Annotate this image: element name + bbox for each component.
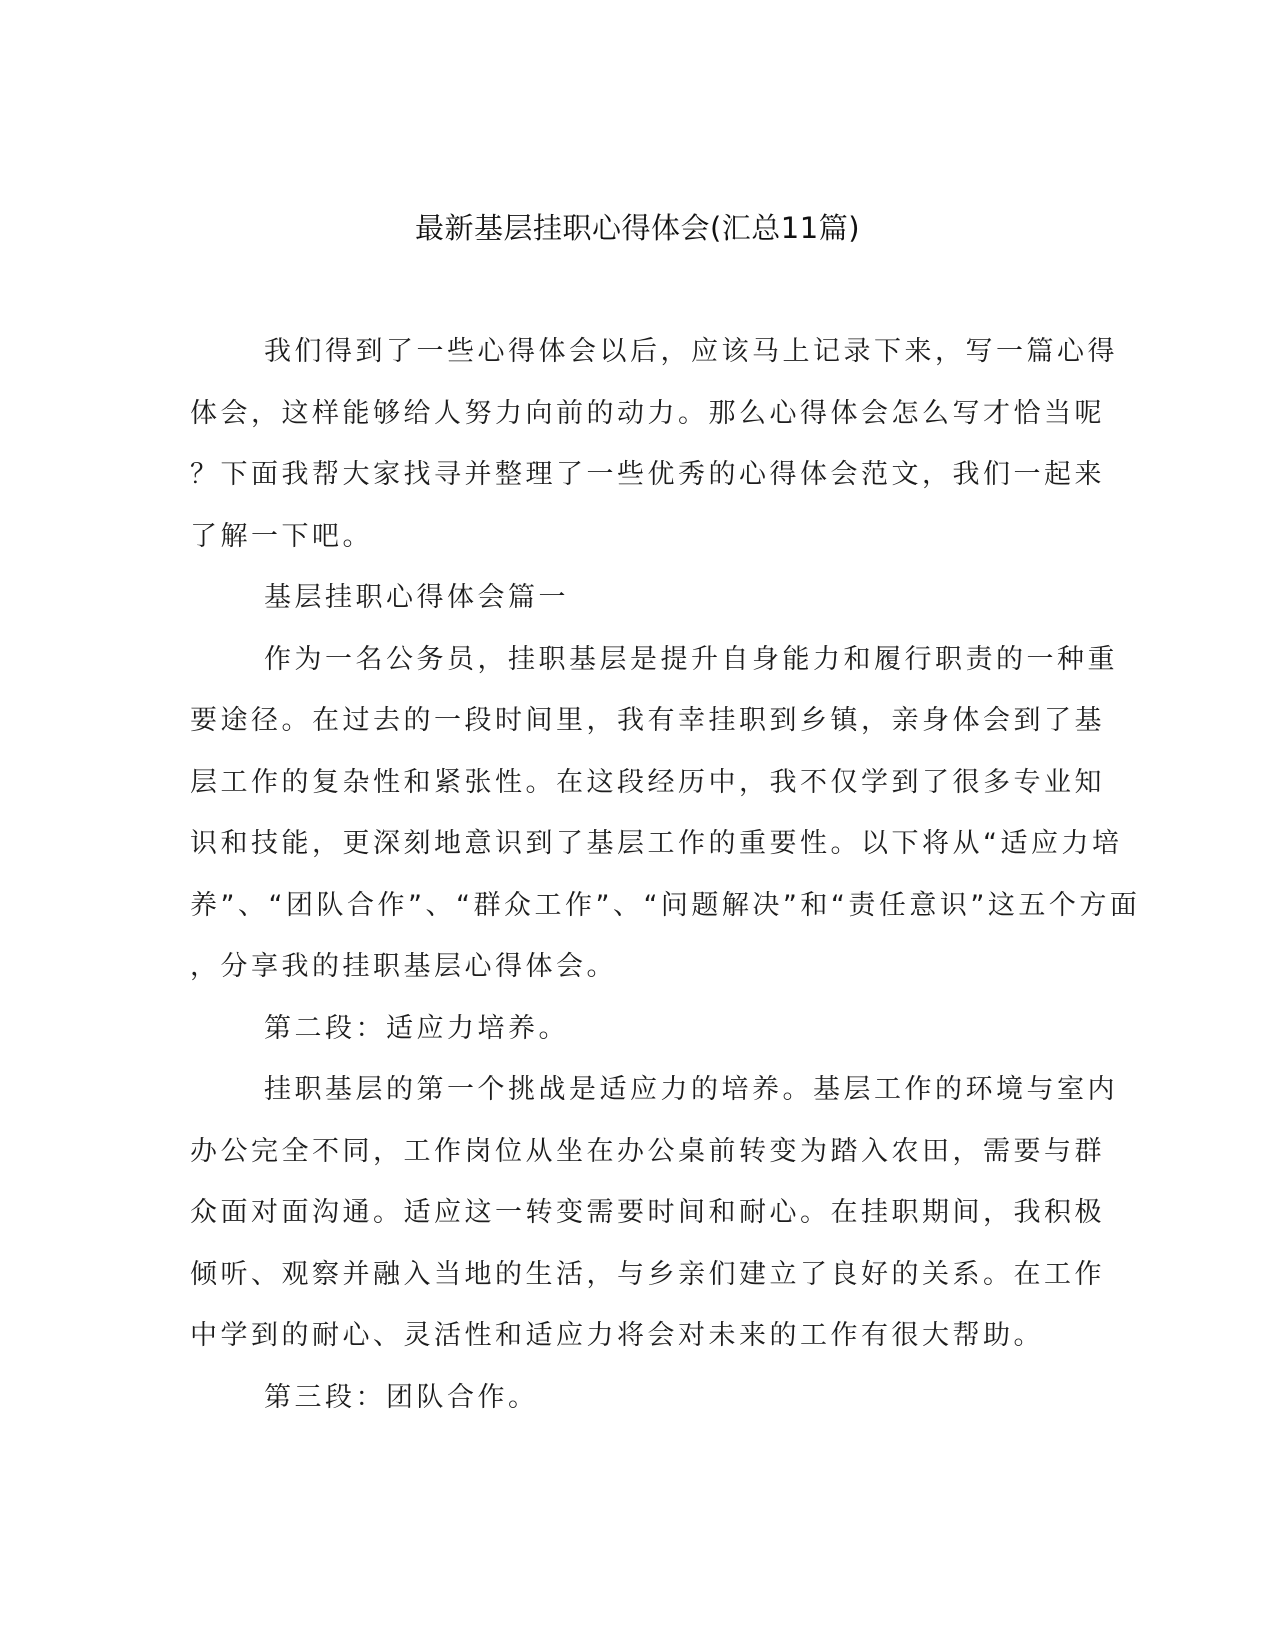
text-line: ，分享我的挂职基层心得体会。 xyxy=(190,951,617,982)
body-paragraph xyxy=(190,629,1141,998)
intro-paragraph xyxy=(190,321,1118,567)
text-line: 第二段：适应力培养。 xyxy=(264,1012,569,1044)
text-line: 了解一下吧。 xyxy=(190,520,373,552)
text-line: 层工作的复杂性和紧张性。在这段经历中，我不仅学到了很多专业知 xyxy=(190,766,1105,798)
text-line: 第三段：团队合作。 xyxy=(264,1381,539,1413)
section-heading xyxy=(190,567,1090,629)
text-line: 办公完全不同，工作岗位从坐在办公桌前转变为踏入农田，需要与群 xyxy=(190,1135,1105,1167)
text-line: 倾听、观察并融入当地的生活，与乡亲们建立了良好的关系。在工作 xyxy=(190,1258,1105,1290)
text-line: ？下面我帮大家找寻并整理了一些优秀的心得体会范文，我们一起来 xyxy=(190,459,1105,490)
text-line: 养”、“团队合作”、“群众工作”、“问题解决”和“责任意识”这五个方面 xyxy=(190,889,1141,921)
text-line: 挂职基层的第一个挑战是适应力的培养。基层工作的环境与室内 xyxy=(264,1074,1118,1105)
text-line: 众面对面沟通。适应这一转变需要时间和耐心。在挂职期间，我积极 xyxy=(190,1197,1105,1228)
document-body xyxy=(190,321,1141,1428)
text-line: 体会，这样能够给人努力向前的动力。那么心得体会怎么写才恰当呢 xyxy=(190,397,1105,429)
text-line: 我们得到了一些心得体会以后，应该马上记录下来，写一篇心得 xyxy=(264,336,1118,367)
subsection-heading xyxy=(190,1367,1090,1429)
text-line: 基层挂职心得体会篇一 xyxy=(264,582,569,613)
text-line: 识和技能，更深刻地意识到了基层工作的重要性。以下将从“适应力培 xyxy=(190,828,1123,859)
text-line: 作为一名公务员，挂职基层是提升自身能力和履行职责的一种重 xyxy=(264,643,1118,675)
text-line: 中学到的耐心、灵活性和适应力将会对未来的工作有很大帮助。 xyxy=(190,1320,1044,1351)
body-paragraph xyxy=(190,1059,1118,1367)
document-title: 最新基层挂职心得体会(汇总11篇) xyxy=(414,211,861,245)
text-line: 要途径。在过去的一段时间里，我有幸挂职到乡镇，亲身体会到了基 xyxy=(190,705,1105,736)
subsection-heading xyxy=(190,998,1090,1060)
